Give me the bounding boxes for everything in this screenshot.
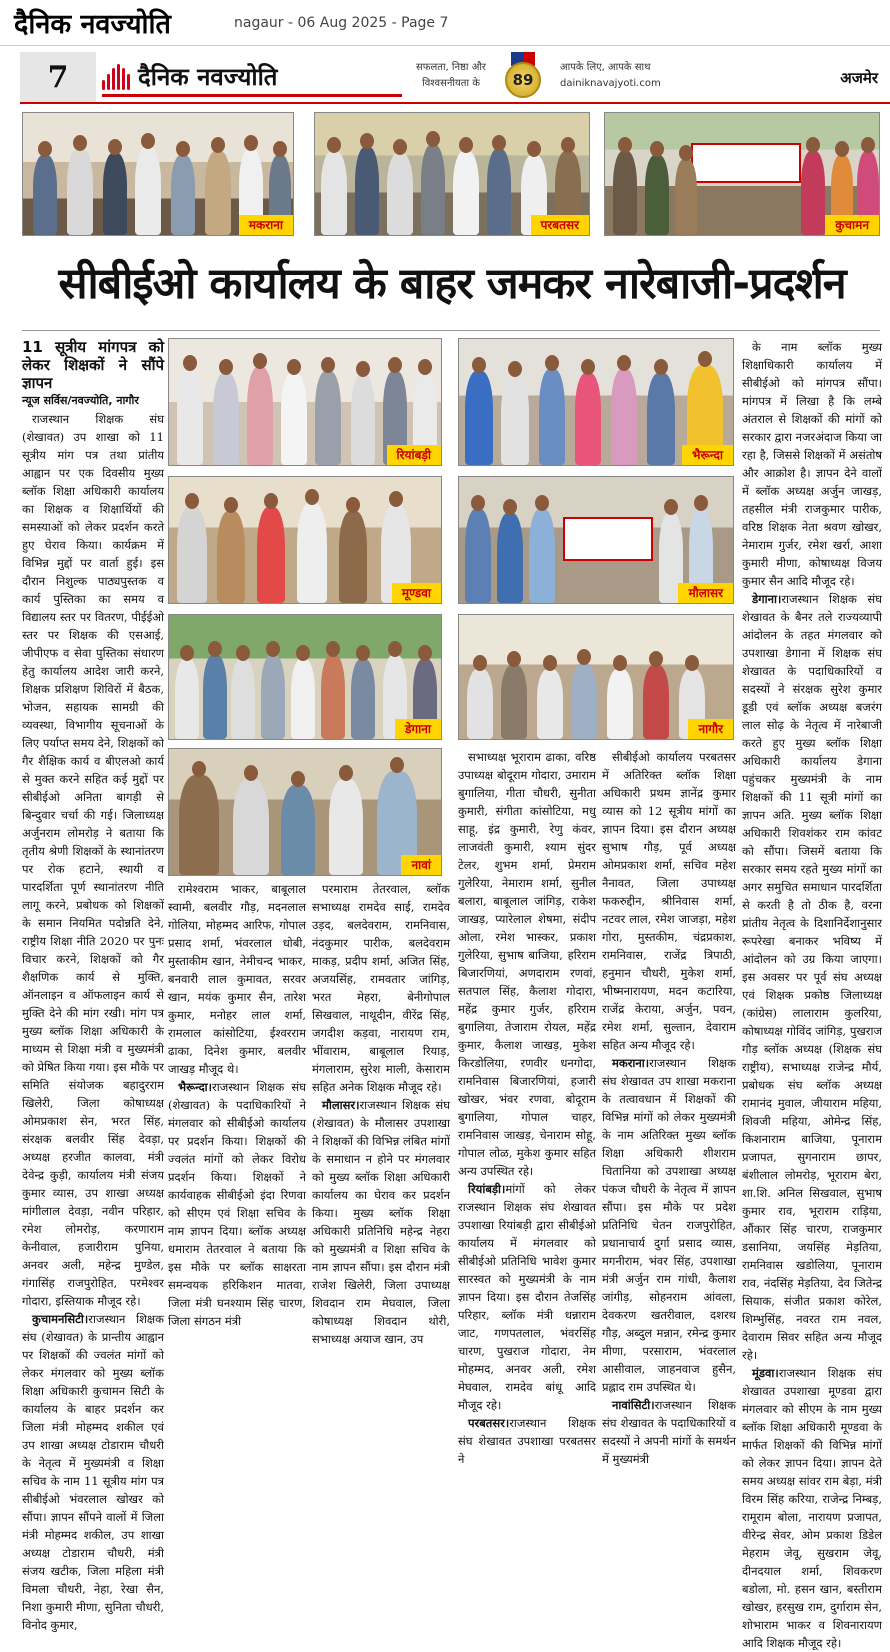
place-label: भैरून्दा।	[178, 1080, 213, 1094]
photo-caption: डेगाना	[395, 719, 441, 739]
article-column-2b	[312, 880, 450, 1346]
headline-rule	[22, 330, 880, 331]
article-paragraph: राजस्थान शिक्षक संघ (शेखावत) के मौलासर उपशाखा ने शिक्षकों की विभिन्न लंबित मांगों के समाधान न होने पर मंगलवार को मुख्य ब्लॉक शिक्षा अधिकारी कार्यालय का घेराव कर प्रदर्शन किया। मुख्य ब्लॉक शिक्षा अधिकारी प्रतिनिधि महेन्द्र नेहरा को मुख्यमंत्री व शिक्षा सचिव के नाम ज्ञापन सौंपा। इस दौरान मंत्री राजेश खिलेरी, जिला उपाध्यक्ष शिवदान राम मेघवाल, जिला कोषाध्यक्ष शिवदान थोरी, सभाध्यक्ष अयाज खान, उप	[312, 1098, 450, 1346]
article-column-3b	[602, 748, 736, 1466]
photo-makrana	[22, 112, 294, 236]
article-column-2a	[168, 880, 306, 1328]
place-label: कुचामनसिटी।	[32, 1312, 89, 1326]
photo-degana	[168, 614, 442, 740]
tagline-left: सफलता, निष्ठा और विश्वसनीयता के	[416, 62, 487, 89]
article-paragraph: मांगों को लेकर राजस्थान शिक्षक संघ शेखावत उपशाखा रियांबड़ी द्वारा सीबीईओ कार्यालय में मंगलवार को सीबीईओ प्रतिनिधि भावेश कुमार सारस्वत को मुख्यमंत्री के नाम ज्ञापन दिया। इस दौरान तेजसिंह परिहार, ब्लॉक मंत्री धन्नाराम जाट, गणपतलाल, भंवरसिंह चारण, पुखराज गोदारा, नेम मोहम्मद, अनवर अली, रमेश मेघवाल, रामदेव बांधू आदि मौजूद रहे।	[458, 1182, 596, 1412]
place-label: नावांसिटी।	[612, 1398, 655, 1412]
brand-underline	[102, 94, 402, 97]
masthead	[20, 52, 890, 102]
photo-caption: मूण्डवा	[392, 583, 441, 603]
place-label: मकराना।	[612, 1056, 650, 1070]
article-paragraph: राजस्थान शिक्षक संघ शेखावत उपशाखा मूण्डवा द्वारा मंगलवार को सीएम के नाम मुख्य ब्लॉक शिक्षा अधिकारी मूण्डवा के मार्फत शिक्षकों की विभिन्न मांगों को लेकर ज्ञापन दिया। ज्ञापन देते समय अध्यक्ष सांवर राम बेड़ा, मंत्री विरम सिंह करिया, राजेन्द्र निम्बड़, रामूराम बोला, नारायण प्रजापत, वीरेन्द्र सेवर, ओम प्रकाश डिडेल मेहराम जेवू, सुखराम जेवू, दीनदयाल शर्मा, शिवकरण बडोला, मो. हसन खान, बस्तीराम खोखर, हरसुख राम, दुर्गाराम सेन, शोभाराम भाकर व शिवनारायण आदि शिक्षक मौजूद रहे।	[742, 1366, 882, 1650]
article-column-1	[22, 338, 164, 1632]
edition-info: nagaur - 06 Aug 2025 - Page 7	[234, 15, 449, 31]
article-paragraph: राजस्थान शिक्षक संघ शेखावत के बैनर तले राज्यव्यापी आंदोलन के तहत मंगलवार को उपशाखा डेगाना में शिक्षक संघ शेखावत के पदाधिकारियों व सदस्यों ने संरक्षक सुरेश कुमार डूडी एवं ब्लॉक अध्यक्ष बजरंग लाल सोढ़ के नेतृत्व में नारेबाजी करते हुए मुख्य ब्लॉक शिक्षा अधिकारी कार्यालय डेगाना पहुंचकर मुख्यमंत्री के नाम शिक्षकों की 11 सूत्री मांगों का ज्ञापन अति. मुख्य ब्लॉक शिक्षा अधिकारी शिवशंकर राम कांवट को सौंपा। जिसमें बताया कि सरकार समय रहते मुख्य मांगों का अगर समुचित समाधान पारदर्शिता से करती है तो ठीक है, वरना प्रांतीय नेतृत्व के दिशानिर्देशानुसार रूपरेखा बनाकर भविष्य में आंदोलन को उग्र किया जाएगा। इस अवसर पर पूर्व संघ अध्यक्ष एवं शिक्षक प्रकोष्ठ जिलाध्यक्ष (कांग्रेस) लालाराम कुलरिया, कोषाध्यक्ष गोविंद जांगिड़, पुखराज गौड़ ब्लॉक अध्यक्ष (शिक्षक संघ राष्ट्रीय), सभाध्यक्ष राजेन्द्र मौर्य, प्रबोधक संघ ब्लॉक अध्यक्ष रामानंद मुवाल, जीयाराम महिया, शिवजी महिया, ओमेन्द्र सिंह, किशनाराम बाजिया, पूनाराम प्रजापत, सुगनाराम छापर, बंशीलाल लोमरोड़, भूराराम बेरा, शा.शि. अनिल सिखवाल, सुभाष कुमार राव, भूराराम राड़िया, औंकार सिंह चारण, राजकुमार डसानिया, जयसिंह मेड़तिया, रामनिवास खडोलिया, पूनाराम राव, नंदसिंह मेड़तिया, देव जितेन्द्र सियाक, संजीत प्रकाश कोरेल, शिम्भुसिंह, नवरत राम नवल, देवाराम सिवर सहित अन्य मौजूद रहे।	[742, 592, 882, 1362]
article-paragraph: सीबीईओ कार्यालय परबतसर में अतिरिक्त ब्लॉक शिक्षा अधिकारी प्रथम ज्ञानेंद्र कुमार व्यास को 12 सूत्रीय मांगों का ज्ञापन दिया। इस दौरान अध्यक्ष सुभाष गौड़, पूर्व अध्यक्ष ओमप्रकाश शर्मा, सचिव महेश नैनावत, जिला उपाध्यक्ष फकरुद्दीन, श्रीनिवास शर्मा, नटवर लाल, रमेश जाजड़ा, महेश गोरा, मुस्तकीम, चंद्रप्रकाश, रामनिवास, राजेंद्र त्रिपाठी, हनुमान चौधरी, मुकेश शर्मा, भीष्मनारायण, मदन कटारिया, राजेंद्र केराया, अर्जुन, पवन, रमेश शर्मा, सुल्तान, देवाराम सहित अन्य मौजूद रहे।	[602, 750, 736, 1052]
place-label: मौलासर।	[322, 1098, 360, 1112]
photo-bherunda	[458, 338, 734, 466]
article-paragraph: सभाध्यक्ष भूराराम ढाका, वरिष्ठ उपाध्यक्ष बोदूराम गोदारा, उमाराम बुगालिया, गीता चौधरी, सुनीता कुमारी, संगीता कांसोटिया, मधु साहू, इंद्र कुमारी, रेणु कंवर, लाजवंती कुमारी, श्याम सुंदर टेलर, शुभम शर्मा, प्रेमराम गुलेरिया, नेमाराम शर्मा, सुनील बलारा, बाबूलाल जांगिड़, राकेश जाखड़, प्यारेलाल शेषमा, संदीप ओला, रमेश भास्कर, प्रकाश गुलेरिया, सुभाष बाजिया, हरिराम बिजारणियां, अणदाराम रणवां, सतपाल सिंह, कैलाश गोदारा, महेंद्र कुमार गुर्जर, हरिराम बुगालिया, तेजाराम रोयल, महेंद्र कुमार, कैलाश जाखड़, मुकेश किरडोलिया, रणवीर धनगोदा, रामनिवास बिजारणियां, हजारी खोखर, भंवर रणवा, बोदूराम बुगालिया, गोपाल चाहर, रामनिवास जाखड़, चेनाराम सोहू, गोपाल लोळ, मुकेश कुमार सहित अन्य उपस्थित रहे।	[458, 750, 596, 1178]
article-paragraph: परमाराम तेतरवाल, ब्लॉक सभाध्यक्ष रामदेव साई, रामदेव उड़द, बलदेवराम, रामनिवास, नंदकुमार पारीक, बलदेवराम माकड़, प्रदीप शर्मा, अजित सिंह, अजयसिंह, रामवतार जांगिड़, भरत मेहरा, बेनीगोपाल सिखवाल, नाथूदीन, वीरेंद्र सिंह, जगदीश कड़वा, नारायण राम, भींवाराम, बाबूलाल रियाड़, मंगलाराम, सुरेश माली, केसाराम सहित अनेक शिक्षक मौजूद रहे।	[312, 882, 450, 1094]
photo-caption: नावां	[401, 855, 441, 875]
article-column-3a	[458, 748, 596, 1466]
article-paragraph: रामेश्वराम भाकर, बाबूलाल स्वामी, बलवीर गौड़, मदनलाल गोलिया, मोहम्मद आरिफ, गोपाल प्रसाद शर्मा, भंवरलाल धोबी, मुस्ताकीम खान, नेमीचन्द भाकर, बनवारी लाल कुमावत, सरवर खान, मयंक कुमार सैन, तारेश कुमार, मनोहर लाल शर्मा, रामलाल कांसोटिया, ईश्वरराम ढाका, दिनेश कुमार, बलवीर जाखड़ मौजूद थे।	[168, 882, 306, 1076]
photo-caption: भैरून्दा	[682, 445, 733, 465]
photo-caption: रियांबड़ी	[387, 445, 441, 465]
newspaper-name: दैनिक नवज्योति	[138, 62, 278, 91]
article-paragraph: राजस्थान शिक्षक संघ शेखावत के पदाधिकारियों व सदस्यों ने अपनी मांगों के समर्थन में मुख्यमंत्री	[602, 1398, 736, 1466]
tagline-right: आपके लिए, आपके साथ dainiknavajyoti.com	[560, 62, 661, 89]
place-label: परबतसर।	[468, 1416, 510, 1430]
place-label: मूंडवा।	[752, 1366, 779, 1380]
photo-maulasar	[458, 476, 734, 604]
photo-parbatsar	[314, 112, 590, 236]
article-paragraph: राजस्थान शिक्षक संघ (शेखावत) के पदाधिकारियों ने मंगलवार को सीबीईओ कार्यालय पर प्रदर्शन किया। शिक्षकों की ज्वलंत मांगों को लेकर विरोध प्रदर्शन किया। शिक्षकों ने कार्यवाहक सीबीईओ इंदा रिणवा को सीएम एवं शिक्षा सचिव के नाम ज्ञापन दिया। ब्लॉक अध्यक्ष धमाराम तेतरवाल ने बताया कि इस मौके पर ब्लॉक साक्षरता समन्वयक हरिकिशन मातवा, जिला मंत्री घनश्याम सिंह चारण, जिला संगठन मंत्री	[168, 1080, 306, 1328]
brand-flame-icon	[100, 64, 134, 90]
edition-city: अजमेर	[840, 69, 878, 87]
anniversary-number: 89	[505, 62, 541, 98]
article-paragraph: राजस्थान शिक्षक संघ शेखावत उप शाखा मकराना के तत्वावधान में शिक्षकों की विभिन्न मांगों को लेकर मुख्यमंत्री के नाम अतिरिक्त मुख्य ब्लॉक शिक्षा अधिकारी शीशराम चितानिया को उपशाखा अध्यक्ष पंकज चौधरी के नेतृत्व में ज्ञापन सौंपा। इस मौके पर प्रदेश प्रतिनिधि चेतन राजपुरोहित, प्रधानाचार्य दुर्गा प्रसाद व्यास, मगनीराम, भंवर सिंह, उपशाखा मंत्री अर्जुन राम गांधी, कैलाश जांगीड़, सोहनराम आंवला, देवकरण खतरीवाल, दशरथ गौड़, अब्दुल मन्नान, रमेन्द्र कुमार मीणा, परसाराम, भंवरलाल आसीवाल, जाहनवाज हुसैन, प्रह्लाद राम उपस्थित थे।	[602, 1056, 736, 1394]
place-label: रियांबड़ी।	[468, 1182, 506, 1196]
photo-caption: परबतसर	[531, 215, 589, 235]
article-column-4	[742, 338, 882, 1650]
article-paragraph: राजस्थान शिक्षक संघ शेखावत उपशाखा परबतसर ने	[458, 1416, 596, 1466]
article-paragraph: के नाम ब्लॉक मुख्य शिक्षाधिकारी कार्यालय में सीबीईओ को मांगपत्र सौंपा। मांगपत्र में लिखा है कि लम्बे अंतराल से शिक्षकों की मांगों को सरकार द्वारा नजरअंदाज किया जा रहा है, जिससे शिक्षकों में असंतोष और आक्रोश है। ज्ञापन देने वालों में ब्लॉक अध्यक्ष अर्जुन जाखड़, तहसील मंत्री राजकुमार पारीक, वरिष्ठ शिक्षक नेता श्रवण खोखर, नेमाराम गुर्जर, रमेश खर्रा, आशा कुमारी मीणा, कोषाध्यक्ष विजय कुमार सैन आदि मौजूद रहे।	[742, 340, 882, 588]
photo-moondwa	[168, 476, 442, 604]
photo-caption: मकराना	[239, 215, 293, 235]
top-bar	[0, 0, 890, 46]
anniversary-medal-icon	[502, 52, 544, 100]
photo-kuchaman	[604, 112, 880, 236]
photo-nawan	[168, 748, 442, 876]
app-logo[interactable]: दैनिक नवज्योति	[14, 9, 171, 40]
masthead-rule	[20, 102, 890, 104]
article-paragraph: राजस्थान शिक्षक संघ (शेखावत) उप शाखा को 11 सूत्रीय मांग पत्र तथा प्रांतीय आह्वान पर एक दिवसीय मुख्य ब्लॉक शिक्षा अधिकारी कार्यालय का शिक्षक व शिक्षार्थियों की समस्याओं को लेकर प्रदर्शन करते हुए घेराव किया। कार्यक्रम में विभिन्न मुद्दों पर वार्ता हुई। इस दौरान निशुल्क पाठ्यपुस्तक व कार्य पुस्तिका का समय व विद्यालय स्तर पर वितरण, पीईईओ स्तर पर शिक्षक की एसआई, जीपीएफ व सेवा पुस्तिका संधारण हेतु कार्यालय आदेश जारी करने, शिक्षक प्रशिक्षण शिविरों में बैठक, भोजन, सहायक सामग्री की व्यवस्था, विभागीय सूचनाओं के लिए पर्याप्त समय देने, शिक्षकों को गैर शैक्षिक कार्य व बीएलओ कार्य से मुक्त करने सहित कई मुद्दों पर सीबीईओ अनिता बागड़ी से बिन्दुवार चर्चा की गई। जिलाध्यक्ष अर्जुनराम लोमरोड़ ने बताया कि तृतीय श्रेणी शिक्षकों के स्थानांतरण पर रोक हटाने, स्थायी व पारदर्शिता पूर्ण स्थानांतरण नीति लागू करने, प्रबोधक को शिक्षकों के समान नियमित पदोन्नति देने, राष्ट्रीय शिक्षा नीति 2020 पर पुनः विचार करने, शिक्षकों को गैर शैक्षणिक कार्य से मुक्ति, ऑनलाइन व ऑफलाइन कार्य से मुक्ति देने की मांग रखी। मांग पत्र मुख्य ब्लॉक शिक्षा अधिकारी के माध्यम से शिक्षा मंत्री व मुख्यमंत्री को प्रेषित किया गया। इस मौके पर समिति संयोजक बहादुरराम खिलेरी, जिला कोषाध्यक्ष ओमप्रकाश सेन, भरत सिंह, संरक्षक बलवीर सिंह देवड़ा, अध्यक्ष हरजीत कालवा, मंत्री देवेन्द्र कुड़ी, कार्यालय मंत्री संजय कुमार व्यास, उप शाखा अध्यक्ष मांगीलाल देवड़ा, नवीन परिहार, रमेश लोमरोड़, करणाराम केनीवाल, हजारीराम पुनिया, अनवर अली, महेन्द्र मुण्डेल, गंगासिंह राजपुरोहित, परमेश्वर गोदारा, इस्तियाक मौजूद रहे।	[22, 412, 164, 1308]
headline: सीबीईओ कार्यालय के बाहर जमकर नारेबाजी-प्रदर्शन	[58, 259, 846, 309]
page-number: 7	[20, 52, 96, 102]
subheadline: 11 सूत्रीय मांगपत्र को लेकर शिक्षकों ने सौंपे ज्ञापन	[22, 338, 164, 392]
place-label: डेगाना।	[752, 592, 782, 606]
article-paragraph: राजस्थान शिक्षक संघ (शेखावत) के प्रान्तीय आह्वान पर शिक्षकों की ज्वलंत मांगों को लेकर मंगलवार को मुख्य ब्लॉक शिक्षा अधिकारी कुचामन सिटी के कार्यालय के बाहर प्रदर्शन कर जिला मंत्री मोहम्मद शकील एवं उप शाखा अध्यक्ष टोडाराम चौधरी के नेतृत्व में मुख्यमंत्री व शिक्षा सचिव के नाम 11 सूत्रीय मांग पत्र सीबीईओ भंवरलाल खोखर को सौंपा। ज्ञापन सौंपने वालों में जिला मंत्री मोहम्मद शकील, उप शाखा अध्यक्ष टोडाराम चौधरी, मंत्री संजय खटीक, जिला महिला मंत्री विमला चौधरी, नेहा, रेखा सैन, निशा कुमारी मीणा, सुनिता चौधरी, विनोद कुमार,	[22, 1312, 164, 1632]
photo-nagaur	[458, 614, 734, 740]
byline: न्यूज सर्विस/नवज्योति, नागौर	[22, 394, 139, 407]
photo-caption: मौलासर	[678, 583, 733, 603]
photo-caption: नागौर	[688, 719, 733, 739]
photo-riyabadi	[168, 338, 442, 466]
photo-caption: कुचामन	[825, 215, 879, 235]
